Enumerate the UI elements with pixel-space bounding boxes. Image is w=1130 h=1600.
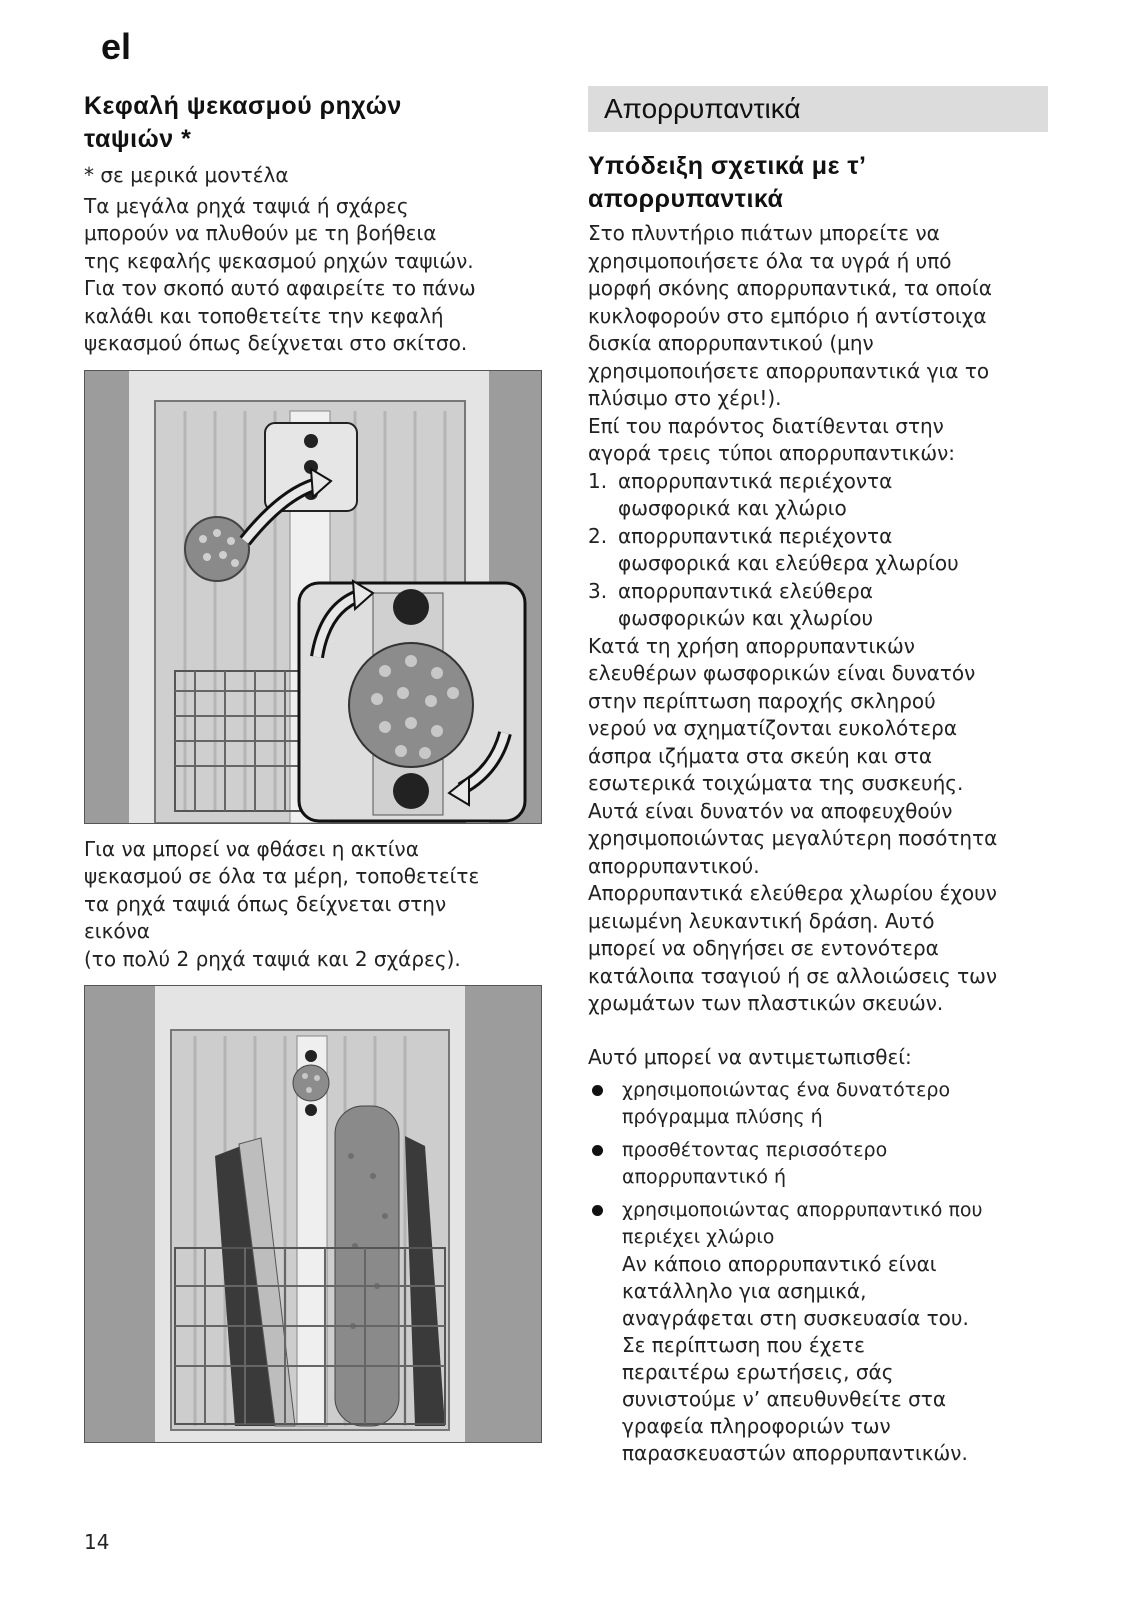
bullet-icon — [592, 1145, 603, 1156]
model-note: * σε μερικά μοντέλα — [84, 163, 289, 187]
paragraph-silverware-note: Αν κάποιο απορρυπαντικό είναι κατάλληλο για ασημικά, αναγράφεται στη συσκευασία του. Σε περίπτωση που έχετε περαιτέρω ερωτήσεις, σάς συνιστούμε ν’ απευθυνθείτε στα γραφεία πληροφοριών των παρασκευαστών απορρυπαντικών. — [622, 1252, 969, 1465]
dishwasher-trays-illustration — [85, 986, 541, 1442]
bullet-icon — [592, 1205, 603, 1216]
section-title-bar — [588, 86, 1048, 132]
paragraph-tray-placement: Για να μπορεί να φθάσει η ακτίνα ψεκασμού σε όλα τα μέρη, τοποθετείτε τα ρηχά ταψιά όπως δείχνεται στην εικόνα (το πολύ 2 ρηχά ταψιά και 2 σχάρες). — [84, 836, 480, 971]
left-column — [84, 90, 544, 1443]
paragraph-phosphate-free-effects: Κατά τη χρήση απορρυπαντικών ελευθέρων φωσφορικών είναι δυνατόν στην περίπτωση παροχής σκληρού νερού να σχηματίζονται ευκολότερα άσπρα ιζήματα στα σκεύη και στα εσωτερικά τοιχώματα της συσκευής. Αυτά είναι δυνατόν να αποφευχθούν χρησιμοποιώντας μεγαλύτερη ποσότητα απορρυπαντικού. Απορρυπαντικά ελεύθερα χλωρίου έχουν μειωμένη λευκαντική δράση. Αυτό μπορεί να οδηγήσει σε εντονότερα κατάλοιπα τσαγιού ή σε αλλοιώσεις των χρωμάτων των πλαστικών σκευών. — [588, 633, 998, 1015]
section-heading-spray-head: Κεφαλή ψεκασμού ρηχών ταψιών * — [84, 92, 402, 153]
detergent-types-list — [588, 468, 1048, 633]
subheading-detergent-note: Υπόδειξη σχετικά με τ’ απορρυπαντικά — [588, 152, 867, 213]
remedy-bullet-list — [588, 1077, 1048, 1251]
list-item: χρησιμοποιώντας ένα δυνατότερο πρόγραμμα πλύσης ή — [622, 1077, 1048, 1131]
figure-trays-placement — [84, 985, 542, 1443]
right-column — [588, 86, 1048, 1467]
paragraph-remedy-intro: Αυτό μπορεί να αντιμετωπισθεί: — [588, 1044, 912, 1069]
bullet-icon — [592, 1085, 603, 1096]
list-item: 1. απορρυπαντικά περιέχοντα φωσφορικά και χλώριο — [588, 468, 893, 520]
list-item: χρησιμοποιώντας απορρυπαντικό που περιέχει χλώριο — [622, 1197, 1048, 1251]
list-item: 3. απορρυπαντικά ελεύθερα φωσφορικών και χλωρίου — [588, 578, 874, 630]
figure-spray-head-installation — [84, 370, 542, 824]
dishwasher-spray-head-illustration — [85, 371, 541, 823]
language-code: el — [101, 26, 132, 67]
page-number: 14 — [84, 1530, 110, 1554]
paragraph-detergent-types-intro: Στο πλυντήριο πιάτων μπορείτε να χρησιμοποιήσετε όλα τα υγρά ή υπό μορφή σκόνης απορρυπαντικά, τα οποία κυκλοφορούν στο εμπόριο ή αντίστοιχα δισκία απορρυπαντικού (μην χρησιμοποιήσετε απορρυπαντικά για το πλύσιμο στο χέρι!). Επί του παρόντος διατίθενται στην αγορά τρεις τύποι απορρυπαντικών: — [588, 221, 992, 465]
list-item: 2. απορρυπαντικά περιέχοντα φωσφορικά και ελεύθερα χλωρίου — [588, 523, 959, 575]
paragraph-spray-head-intro: Τα μεγάλα ρηχά ταψιά ή σχάρες μπορούν να πλυθούν με τη βοήθεια της κεφαλής ψεκασμού ρηχών ταψιών. Για τον σκοπό αυτό αφαιρείτε το πάνω καλάθι και τοποθετείτε την κεφαλή ψεκασμού όπως δείχνεται στο σκίτσο. — [84, 193, 476, 355]
list-item: προσθέτοντας περισσότερο απορρυπαντικό ή — [622, 1137, 1048, 1191]
section-title: Απορρυπαντικά — [604, 93, 801, 124]
